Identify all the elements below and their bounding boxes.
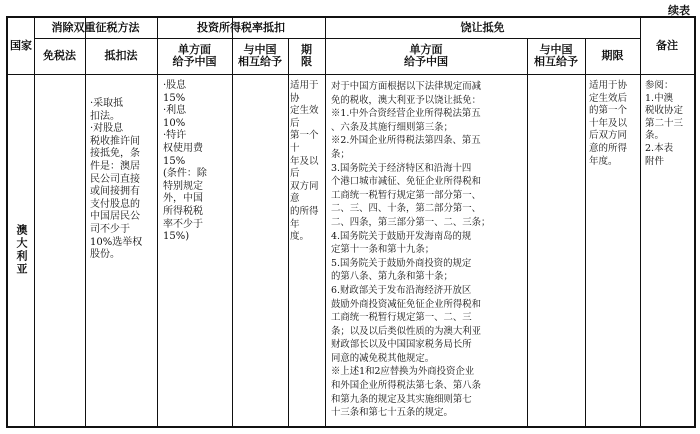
continued-label: 续表 [668, 4, 690, 17]
country-name: 澳大利亚 [15, 224, 28, 276]
inv-unilateral-cell: ·股息 15% ·利息 10% ·特许 权使用费 15% (条件：除 特别规定 外，中国 所得税税 率不少于 15%) [163, 80, 207, 243]
inv-mutual-header: 与中国 相互给予 [238, 43, 282, 68]
remarks-header: 备注 [656, 39, 678, 52]
tax-sparing-header: 饶让抵免 [460, 21, 505, 34]
investment-credit-header: 投资所得税率抵扣 [197, 21, 285, 34]
remarks-cell: 参阅： 1.中澳 税收协定 第二十三 条。 2.本表 附件 [645, 80, 684, 167]
credit-method-header: 抵扣法 [104, 49, 138, 62]
country-cell [8, 74, 34, 426]
tax-treaty-table [6, 16, 696, 428]
sparing-term-header: 期限 [601, 49, 624, 62]
inv-unilateral-header: 单方面 给予中国 [172, 43, 217, 68]
inv-term-cell: 适用于协 定生效后 第一个十 年及以后 双方同意 的所得年 度。 [290, 80, 319, 243]
sparing-unilateral-cell: 对于中国方面根据以下法律规定而减 免的税收，澳大利亚予以饶让抵免： ※1.中外合资经营企业所得税法第五 、六条及其施行细则第三条； ※2.外国企业所得税法第四条、第五 条； 3.国务院关于经济特区和沿海十四 个港口城市减征、免征企业所得税和 工商统一税暂行规定第一部分第一、 二、三、四、十条，第二部分第一、 二、四条，第三部分第一、二、三条； 4.国务院关于鼓励开发海南岛的规 定第十一条和第十九条； 5.国务院关于鼓励外商投资的规定 的第八条、第九条和第十条； 6.财政部关于发布沿海经济开放区 鼓励外商投资减征免征企业所得税和 工商统一税暂行规定第一、二、三 条；以及以后类似性质的为澳大利亚 财政部长以及中国国家税务局长所 同意的减免税其他规定。 ※上述1和2应替换为外商投资企业 和外国企业所得税法第七条、第八条 和第九条的规定及其实施细则第七 十三条和第七十五条的规定。 [331, 81, 491, 419]
credit-method-cell: ·采取抵 扣法。 ·对股息 税收推许间 接抵免，条 件是：澳居 民公司直接 或间接拥有 支付股息的 中国居民公 司不少于 10%选举权 股份。 [90, 98, 143, 261]
country-header: 国家 [10, 39, 32, 52]
elimination-method-header: 消除双重征税方法 [51, 21, 140, 34]
sparing-unilateral-header: 单方面 给予中国 [404, 43, 448, 68]
sparing-term-cell: 适用于协 定生效后 的第一个 十年及以 后双方同 意的所得 年度。 [589, 80, 628, 167]
sparing-mutual-header: 与中国 相互给予 [534, 43, 578, 68]
exemption-method-header: 免税法 [43, 49, 76, 62]
inv-term-header: 期 限 [301, 43, 312, 68]
